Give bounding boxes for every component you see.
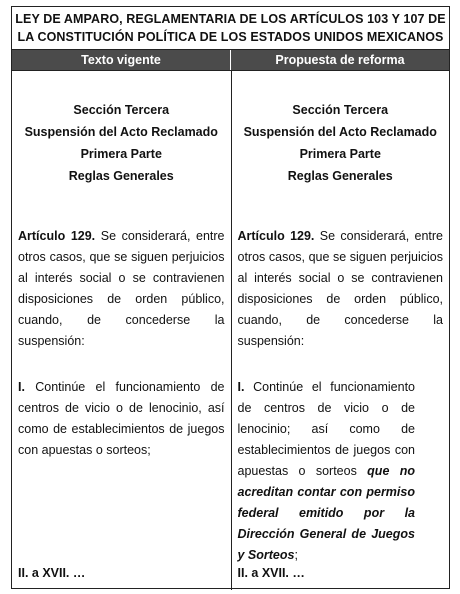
comparison-table <box>11 6 450 589</box>
fractions-ellipsis: II. a XVII. … <box>18 566 86 580</box>
fraction-label: I. <box>18 380 25 394</box>
law-title-line-2: LA CONSTITUCIÓN POLÍTICA DE LOS ESTADOS UNIDOS MEXICANOS <box>17 30 444 44</box>
section-heading <box>232 99 450 187</box>
added-reform-text: que no acreditan contar con permiso federal emitido por la Dirección General de Juegos y Sorteos <box>237 464 415 562</box>
section-line: Primera Parte <box>80 147 162 161</box>
section-heading <box>12 99 231 187</box>
fractions-ellipsis: II. a XVII. … <box>237 566 305 580</box>
table-body-row <box>12 71 449 590</box>
column-header-row <box>12 50 449 71</box>
header-current-text: Texto vigente <box>81 53 161 67</box>
section-line: Sección Tercera <box>292 103 389 117</box>
section-line: Reglas Generales <box>287 169 393 183</box>
fraction-label: I. <box>237 380 245 394</box>
law-title-line-1: LEY DE AMPARO, REGLAMENTARIA DE LOS ARTÍCULOS 103 Y 107 DE <box>15 12 446 26</box>
section-line: Suspensión del Acto Reclamado <box>24 125 218 139</box>
fraction-text: Continúe el funcionamiento de centros de vicio o de lenocinio, así como de establecimientos de juegos con apuestas o sorteos; <box>18 380 225 457</box>
current-text-column <box>12 71 231 590</box>
section-line: Primera Parte <box>299 147 381 161</box>
fraction-i-paragraph <box>18 377 225 461</box>
fraction-text: Continúe el funcionamiento de centros de vicio o de lenocinio; así como de establecimientos de juegos con apuestas o sorteos <box>237 380 415 478</box>
article-text: Se considerará, entre otros casos, que se siguen perjuicios al interés social o se contravienen disposiciones de orden público, cuando, de concederse la suspensión: <box>18 229 225 348</box>
article-paragraph <box>18 226 225 352</box>
article-paragraph <box>238 226 444 352</box>
article-label: Artículo 129. <box>18 229 96 243</box>
header-proposed-reform: Propuesta de reforma <box>230 50 449 70</box>
section-line: Sección Tercera <box>73 103 170 117</box>
law-title <box>12 7 449 50</box>
article-text: Se considerará, entre otros casos, que se siguen perjuicios al interés social o se contravienen disposiciones de orden público, cuando, de concederse la suspensión: <box>237 229 443 348</box>
fraction-i-paragraph <box>238 377 416 566</box>
section-line: Reglas Generales <box>68 169 174 183</box>
fraction-tail: ; <box>294 548 298 562</box>
section-line: Suspensión del Acto Reclamado <box>243 125 437 139</box>
proposed-reform-column <box>231 71 450 590</box>
article-label: Artículo 129. <box>237 229 315 243</box>
